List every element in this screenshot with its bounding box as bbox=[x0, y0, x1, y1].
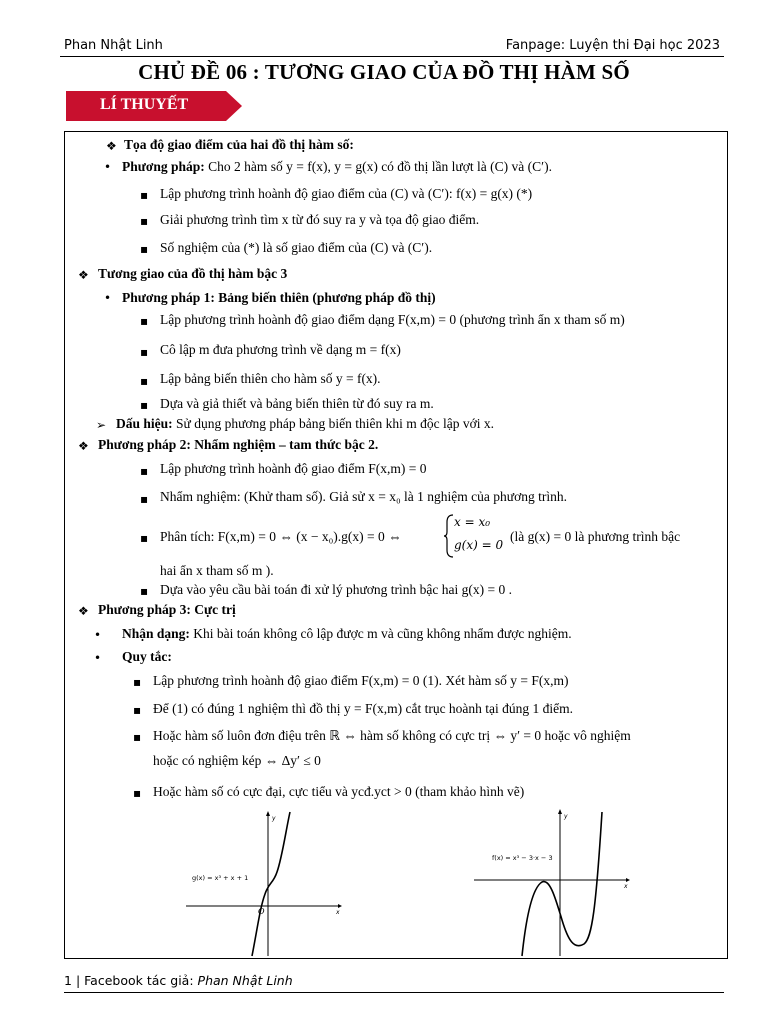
diamond-bullet-icon: ❖ bbox=[78, 439, 89, 453]
dot-bullet-icon: • bbox=[94, 628, 102, 642]
recognize-text: Khi bài toán không cô lập được m và cũng không nhẩm được nghiệm. bbox=[193, 626, 572, 641]
graph1-label: g(x) = x³ + x + 1 bbox=[192, 874, 249, 882]
content-line: Tọa độ giao điểm của hai đồ thị hàm số: bbox=[124, 137, 354, 152]
section-banner-label: LÍ THUYẾT bbox=[100, 96, 189, 113]
content-line: Phân tích: F(x,m) = 0 ⇔ (x − x₀).g(x) = 0 ⇔ bbox=[160, 529, 402, 544]
content-line: Cô lập m đưa phương trình về dạng m = f(x) bbox=[160, 342, 401, 357]
square-bullet-icon: ▪ bbox=[140, 398, 149, 412]
square-bullet-icon: ▪ bbox=[140, 374, 149, 388]
square-bullet-icon: ▪ bbox=[140, 314, 149, 328]
cubic-curve bbox=[522, 812, 602, 956]
header-divider bbox=[60, 56, 724, 57]
graph1-origin-label: O bbox=[258, 907, 265, 916]
content-line: Tương giao của đồ thị hàm bậc 3 bbox=[98, 266, 288, 281]
content-line: Lập phương trình hoành độ giao điểm F(x,m) = 0 (1). Xét hàm số y = F(x,m) bbox=[153, 673, 569, 688]
system-line-1: x = x₀ bbox=[454, 515, 491, 529]
section-banner bbox=[66, 91, 242, 121]
content-line bbox=[122, 159, 552, 175]
label-recognize: Nhận dạng: bbox=[122, 626, 190, 641]
header-author: Phan Nhật Linh bbox=[64, 38, 163, 53]
content-line bbox=[122, 626, 572, 642]
square-bullet-icon: ▪ bbox=[133, 703, 142, 717]
content-line: Phương pháp 2: Nhẩm nghiệm – tam thức bậc 2. bbox=[98, 437, 379, 452]
square-bullet-icon: ▪ bbox=[133, 786, 142, 800]
system-brace-icon bbox=[444, 514, 454, 558]
square-bullet-icon: ▪ bbox=[140, 492, 149, 506]
graph-f-cubic bbox=[470, 808, 642, 958]
square-bullet-icon: ▪ bbox=[140, 214, 149, 228]
label-signal: Dấu hiệu: bbox=[116, 416, 173, 431]
square-bullet-icon: ▪ bbox=[133, 675, 142, 689]
x-axis-arrow-icon bbox=[338, 904, 342, 908]
square-bullet-icon: ▪ bbox=[133, 730, 142, 744]
content-line: Quy tắc: bbox=[122, 649, 172, 664]
content-line: Nhẩm nghiệm: (Khử tham số). Giả sử x = x₀ là 1 nghiệm của phương trình. bbox=[160, 489, 567, 504]
square-bullet-icon: ▪ bbox=[140, 242, 149, 256]
square-bullet-icon: ▪ bbox=[140, 531, 149, 545]
content-line: Phương pháp 3: Cực trị bbox=[98, 602, 236, 617]
content-line: Lập bảng biến thiên cho hàm số y = f(x). bbox=[160, 371, 381, 386]
content-line: Hoặc hàm số có cực đại, cực tiểu và ycđ.yct > 0 (tham khảo hình vẽ) bbox=[153, 784, 525, 799]
content-line: Lập phương trình hoành độ giao điểm F(x,m) = 0 bbox=[160, 461, 427, 476]
content-line: Dựa vào yêu cầu bài toán đi xử lý phương trình bậc hai g(x) = 0 . bbox=[160, 582, 512, 597]
method-text: Cho 2 hàm số y = f(x), y = g(x) có đồ thị lần lượt là (C) và (C′). bbox=[208, 159, 552, 174]
graph-g-cubic bbox=[186, 810, 346, 958]
content-line: Phương pháp 1: Bảng biến thiên (phương pháp đồ thị) bbox=[122, 290, 436, 305]
arrow-bullet-icon: ➢ bbox=[96, 418, 107, 432]
dot-bullet-icon: • bbox=[104, 160, 112, 174]
system-line-2: g(x) = 0 bbox=[454, 538, 504, 552]
content-line bbox=[116, 416, 494, 432]
content-line: Số nghiệm của (*) là số giao điểm của (C) và (C′). bbox=[160, 240, 433, 255]
footer-facebook-label: Facebook tác giả: bbox=[84, 973, 194, 988]
content-line: Hoặc hàm số luôn đơn điệu trên ℝ ⇔ hàm số không có cực trị ⇔ y′ = 0 hoặc vô nghiệm bbox=[153, 728, 631, 743]
content-line: hoặc có nghiệm kép ⇔ Δy′ ≤ 0 bbox=[153, 753, 321, 768]
square-bullet-icon: ▪ bbox=[140, 188, 149, 202]
dot-bullet-icon: • bbox=[94, 651, 102, 665]
footer bbox=[64, 973, 293, 988]
footer-separator: | bbox=[75, 973, 81, 988]
diamond-bullet-icon: ❖ bbox=[78, 268, 89, 282]
content-line: hai ẩn x tham số m ). bbox=[160, 563, 274, 578]
y-axis-arrow-icon bbox=[558, 809, 562, 814]
content-line: Để (1) có đúng 1 nghiệm thì đồ thị y = F(x,m) cắt trục hoành tại đúng 1 điểm. bbox=[153, 701, 574, 716]
diamond-bullet-icon: ❖ bbox=[106, 139, 117, 153]
square-bullet-icon: ▪ bbox=[140, 464, 149, 478]
page-title: CHỦ ĐỀ 06 : TƯƠNG GIAO CỦA ĐỒ THỊ HÀM SỐ bbox=[138, 60, 630, 84]
label-method: Phương pháp: bbox=[122, 159, 205, 174]
content-line: Lập phương trình hoành độ giao điểm dạng F(x,m) = 0 (phương trình ẩn x tham số m) bbox=[160, 312, 625, 327]
graph2-y-label: y bbox=[564, 813, 568, 820]
dot-bullet-icon: • bbox=[104, 291, 112, 305]
content-line: Giải phương trình tìm x từ đó suy ra y và tọa độ giao điểm. bbox=[160, 212, 480, 227]
page-number: 1 bbox=[64, 973, 72, 988]
graph2-label: f(x) = x³ − 3·x − 3 bbox=[492, 854, 553, 862]
y-axis-arrow-icon bbox=[266, 811, 270, 816]
x-axis-arrow-icon bbox=[626, 878, 630, 882]
content-line: (là g(x) = 0 là phương trình bậc bbox=[510, 529, 681, 544]
header-fanpage: Fanpage: Luyện thi Đại học 2023 bbox=[505, 38, 720, 53]
footer-divider bbox=[64, 992, 724, 993]
diamond-bullet-icon: ❖ bbox=[78, 604, 89, 618]
signal-text: Sử dụng phương pháp bảng biến thiên khi m độc lập với x. bbox=[176, 416, 495, 431]
content-line: Dựa và giả thiết và bảng biến thiên từ đó suy ra m. bbox=[160, 396, 434, 411]
footer-author: Phan Nhật Linh bbox=[197, 973, 293, 988]
graph1-x-label: x bbox=[336, 909, 340, 916]
square-bullet-icon: ▪ bbox=[140, 584, 149, 598]
cubic-curve bbox=[252, 812, 290, 956]
graph1-y-label: y bbox=[272, 815, 276, 822]
graph2-x-label: x bbox=[624, 883, 628, 890]
content-line: Lập phương trình hoành độ giao điểm của (C) và (C′): f(x) = g(x) (*) bbox=[160, 186, 533, 201]
square-bullet-icon: ▪ bbox=[140, 345, 149, 359]
